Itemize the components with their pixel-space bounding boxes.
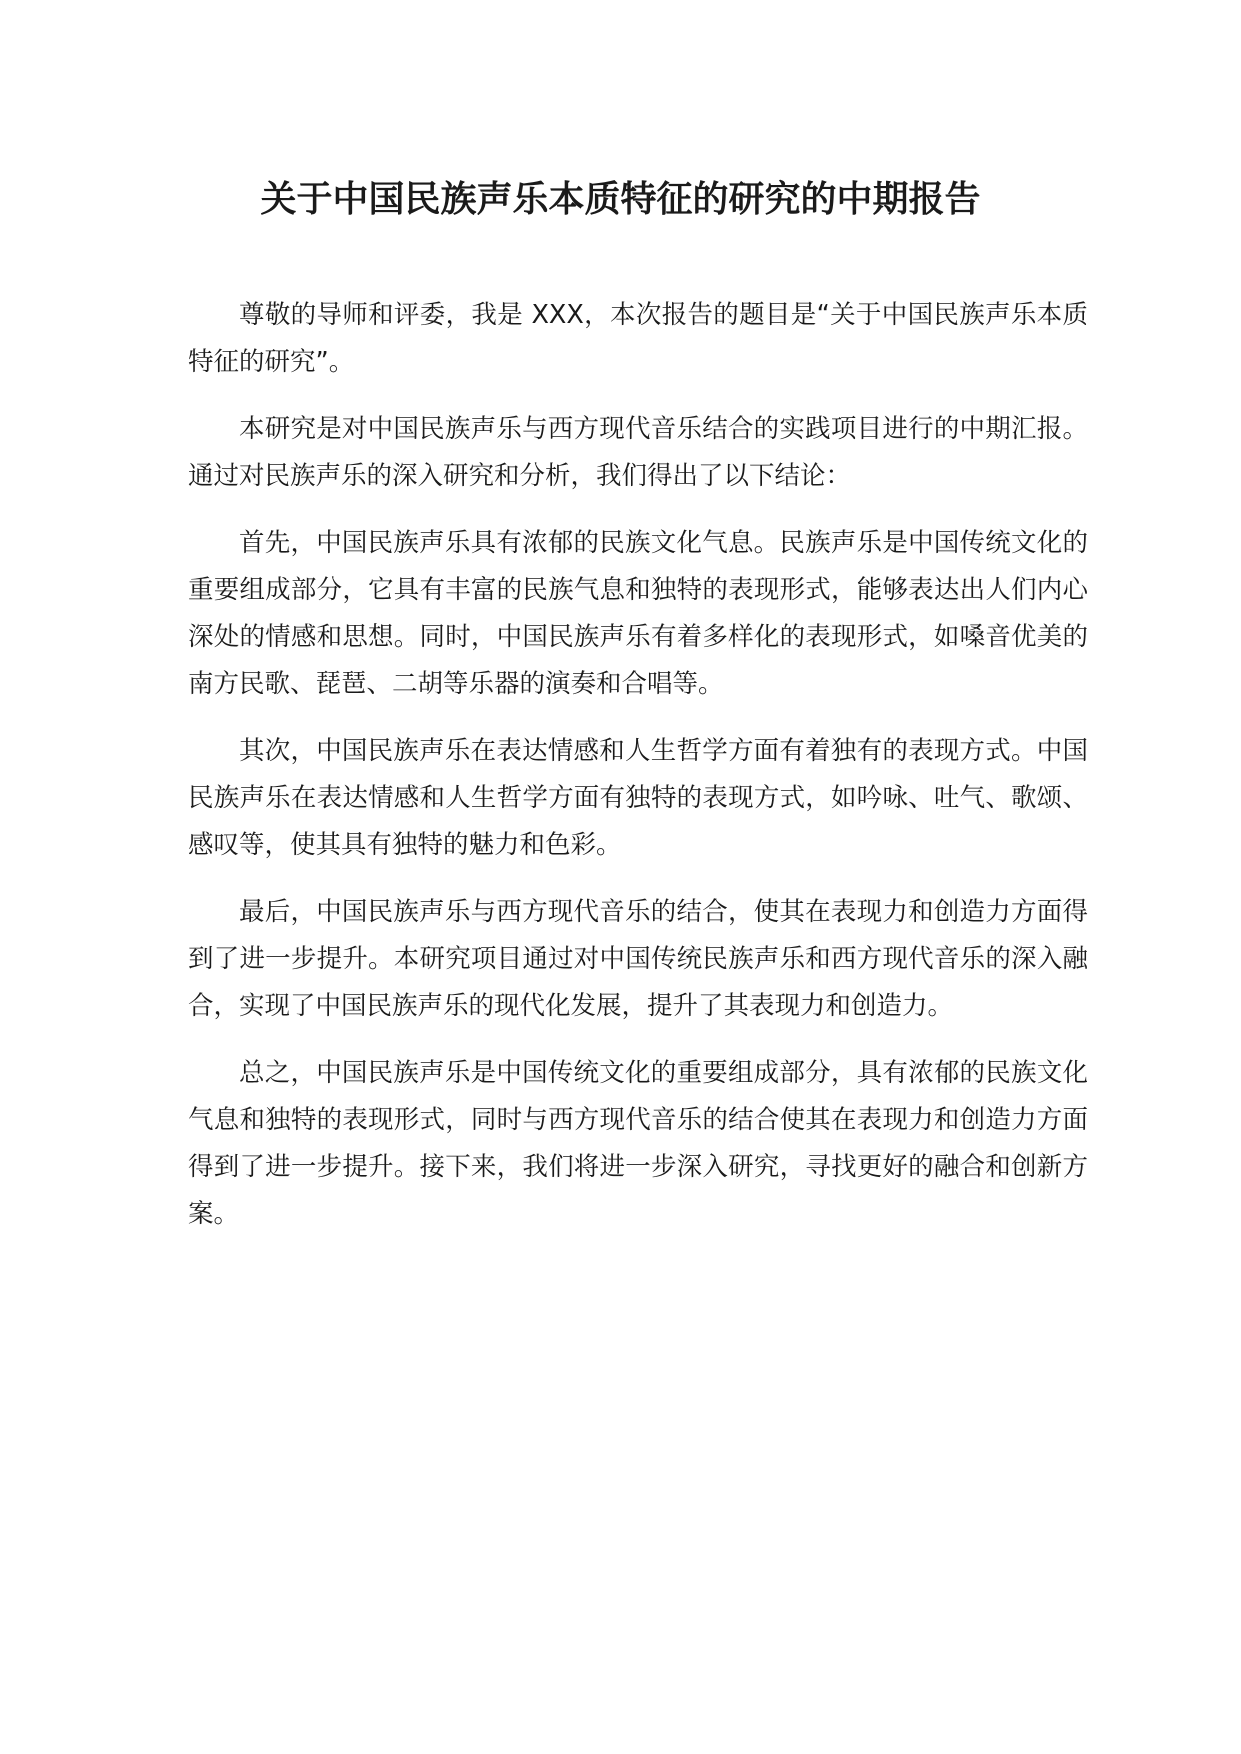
- paragraph-greeting: 尊敬的导师和评委，我是 XXX，本次报告的题目是“关于中国民族声乐本质特征的研究”。: [188, 300, 1088, 377]
- paragraph-second-point: 其次，中国民族声乐在表达情感和人生哲学方面有着独有的表现方式。中国民族声乐在表达情感和人生哲学方面有独特的表现方式，如吟咏、吐气、歌颂、感叹等，使其具有独特的魅力和色彩。: [188, 736, 1088, 860]
- document-title: 关于中国民族声乐本质特征的研究的中期报告: [260, 179, 981, 220]
- paragraph-third-point: 最后，中国民族声乐与西方现代音乐的结合，使其在表现力和创造力方面得到了进一步提升。本研究项目通过对中国传统民族声乐和西方现代音乐的深入融合，实现了中国民族声乐的现代化发展，提升了其表现力和创造力。: [188, 897, 1088, 1021]
- document-body: [188, 292, 1088, 1258]
- paragraph-conclusion: 总之，中国民族声乐是中国传统文化的重要组成部分，具有浓郁的民族文化气息和独特的表现形式，同时与西方现代音乐的结合使其在表现力和创造力方面得到了进一步提升。接下来，我们将进一步深入研究，寻找更好的融合和创新方案。: [188, 1058, 1088, 1229]
- paragraph-intro: 本研究是对中国民族声乐与西方现代音乐结合的实践项目进行的中期汇报。通过对民族声乐的深入研究和分析，我们得出了以下结论：: [188, 414, 1088, 491]
- paragraph-first-point: 首先，中国民族声乐具有浓郁的民族文化气息。民族声乐是中国传统文化的重要组成部分，它具有丰富的民族气息和独特的表现形式，能够表达出人们内心深处的情感和思想。同时，中国民族声乐有着多样化的表现形式，如嗓音优美的南方民歌、琵琶、二胡等乐器的演奏和合唱等。: [188, 528, 1088, 699]
